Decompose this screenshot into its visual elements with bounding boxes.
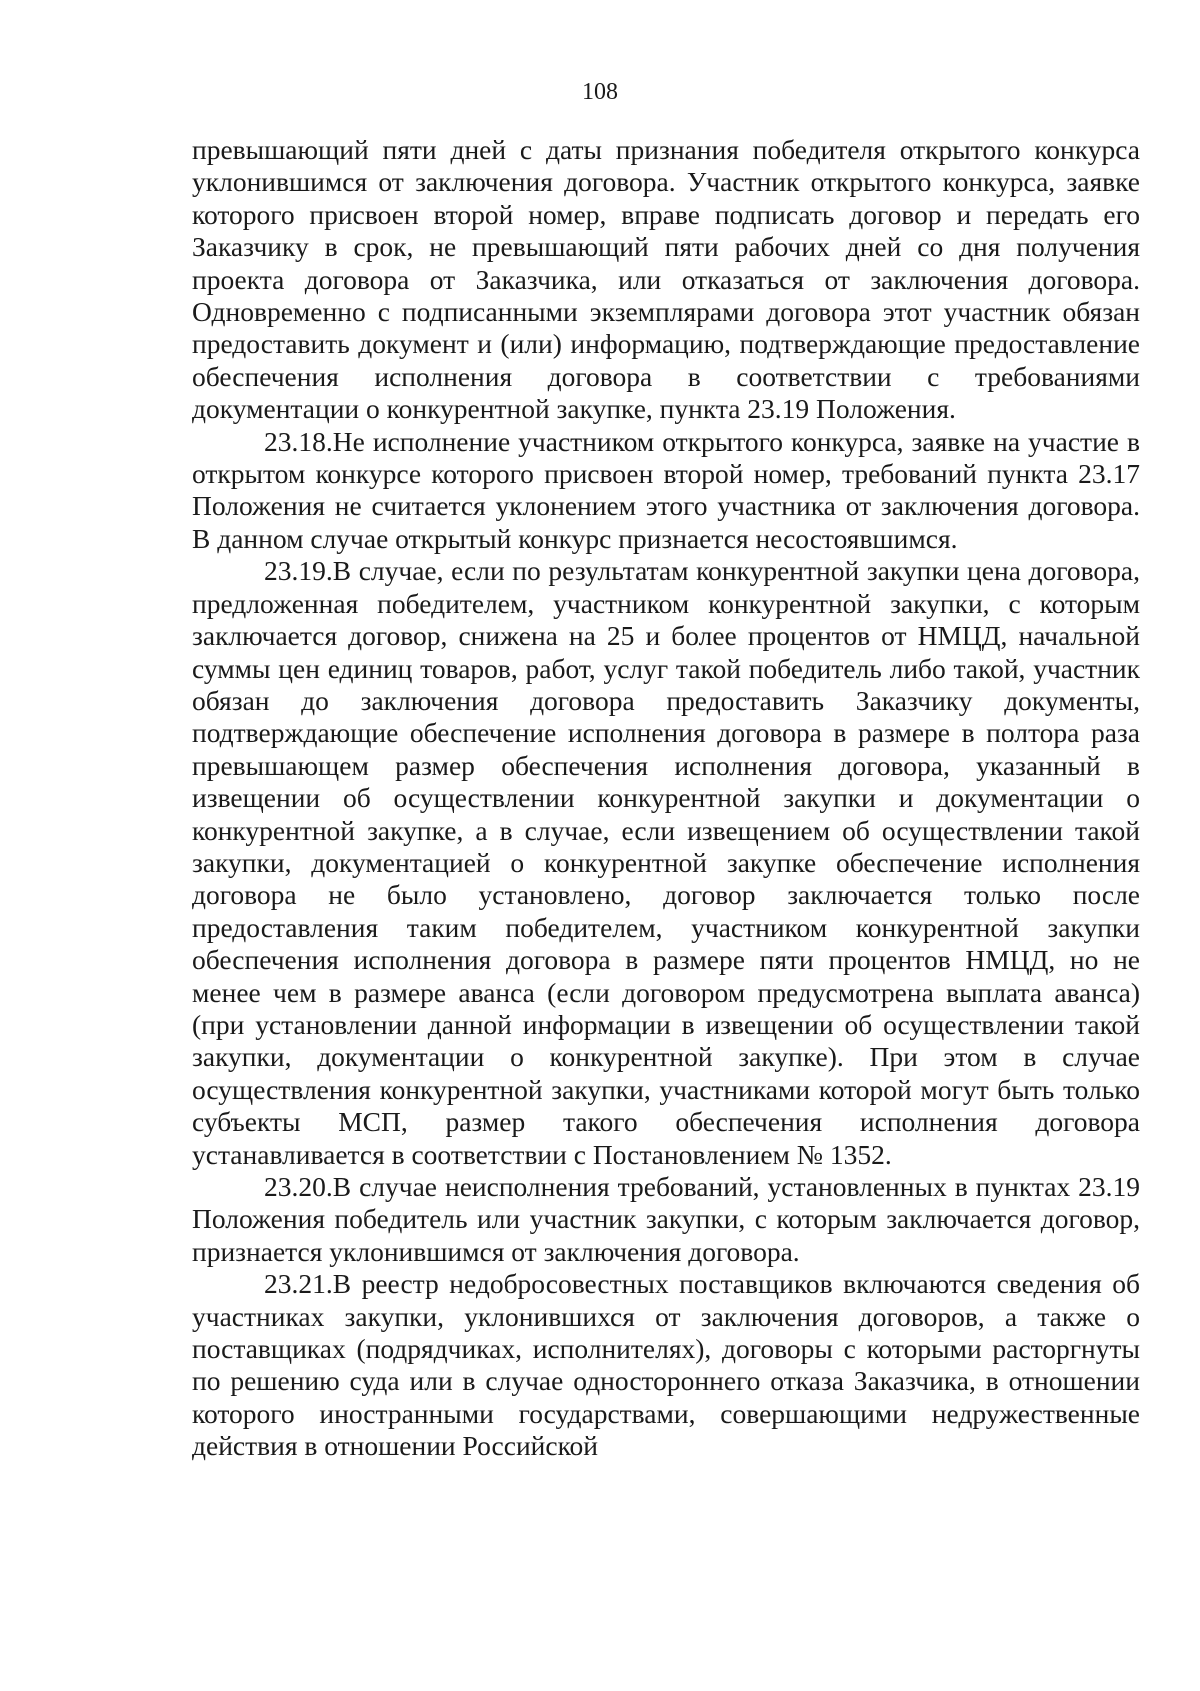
document-body [192,134,1140,1463]
paragraph-23-19: 23.19.В случае, если по результатам конкурентной закупки цена договора, предложенная победителем, участником конкурентной закупки, с которым заключается договор, снижена на 25 и более процентов от НМЦД, начальной суммы цен единиц товаров, работ, услуг такой победитель либо такой, участник обязан до заключения договора предоставить Заказчику документы, подтверждающие обеспечение исполнения договора в размере в полтора раза превышающем размер обеспечения исполнения договора, указанный в извещении об осуществлении конкурентной закупки и документации о конкурентной закупке, а в случае, если извещением об осуществлении такой закупки, документацией о конкурентной закупке обеспечение исполнения договора не было установлено, договор заключается только после предоставления таким победителем, участником конкурентной закупки обеспечения исполнения договора в размере пяти процентов НМЦД, но не менее чем в размере аванса (если договором предусмотрена выплата аванса) (при установлении данной информации в извещении об осуществлении такой закупки, документации о конкурентной закупке). При этом в случае осуществления конкурентной закупки, участниками которой могут быть только субъекты МСП, размер такого обеспечения исполнения договора устанавливается в соответствии с Постановлением № 1352. [192,555,1140,1170]
paragraph-continuation: превышающий пяти дней с даты признания победителя открытого конкурса уклонившимся от заключения договора. Участник открытого конкурса, заявке которого присвоен второй номер, вправе подписать договор и передать его Заказчику в срок, не превышающий пяти рабочих дней со дня получения проекта договора от Заказчика, или отказаться от заключения договора. Одновременно с подписанными экземплярами договора этот участник обязан предоставить документ и (или) информацию, подтверждающие предоставление обеспечения исполнения договора в соответствии с требованиями документации о конкурентной закупке, пункта 23.19 Положения. [192,134,1140,425]
paragraph-23-21: 23.21.В реестр недобросовестных поставщиков включаются сведения об участниках закупки, уклонившихся от заключения договоров, а также о поставщиках (подрядчиках, исполнителях), договоры с которыми расторгнуты по решению суда или в случае одностороннего отказа Заказчика, в отношении которого иностранными государствами, совершающими недружественные действия в отношении Российской [192,1268,1140,1462]
paragraph-23-20: 23.20.В случае неисполнения требований, установленных в пунктах 23.19 Положения победитель или участник закупки, с которым заключается договор, признается уклонившимся от заключения договора. [192,1171,1140,1267]
paragraph-23-18: 23.18.Не исполнение участником открытого конкурса, заявке на участие в открытом конкурсе которого присвоен второй номер, требований пункта 23.17 Положения не считается уклонением этого участника от заключения договора. В данном случае открытый конкурс признается несостоявшимся. [192,425,1140,554]
page-number: 108 [582,79,618,105]
